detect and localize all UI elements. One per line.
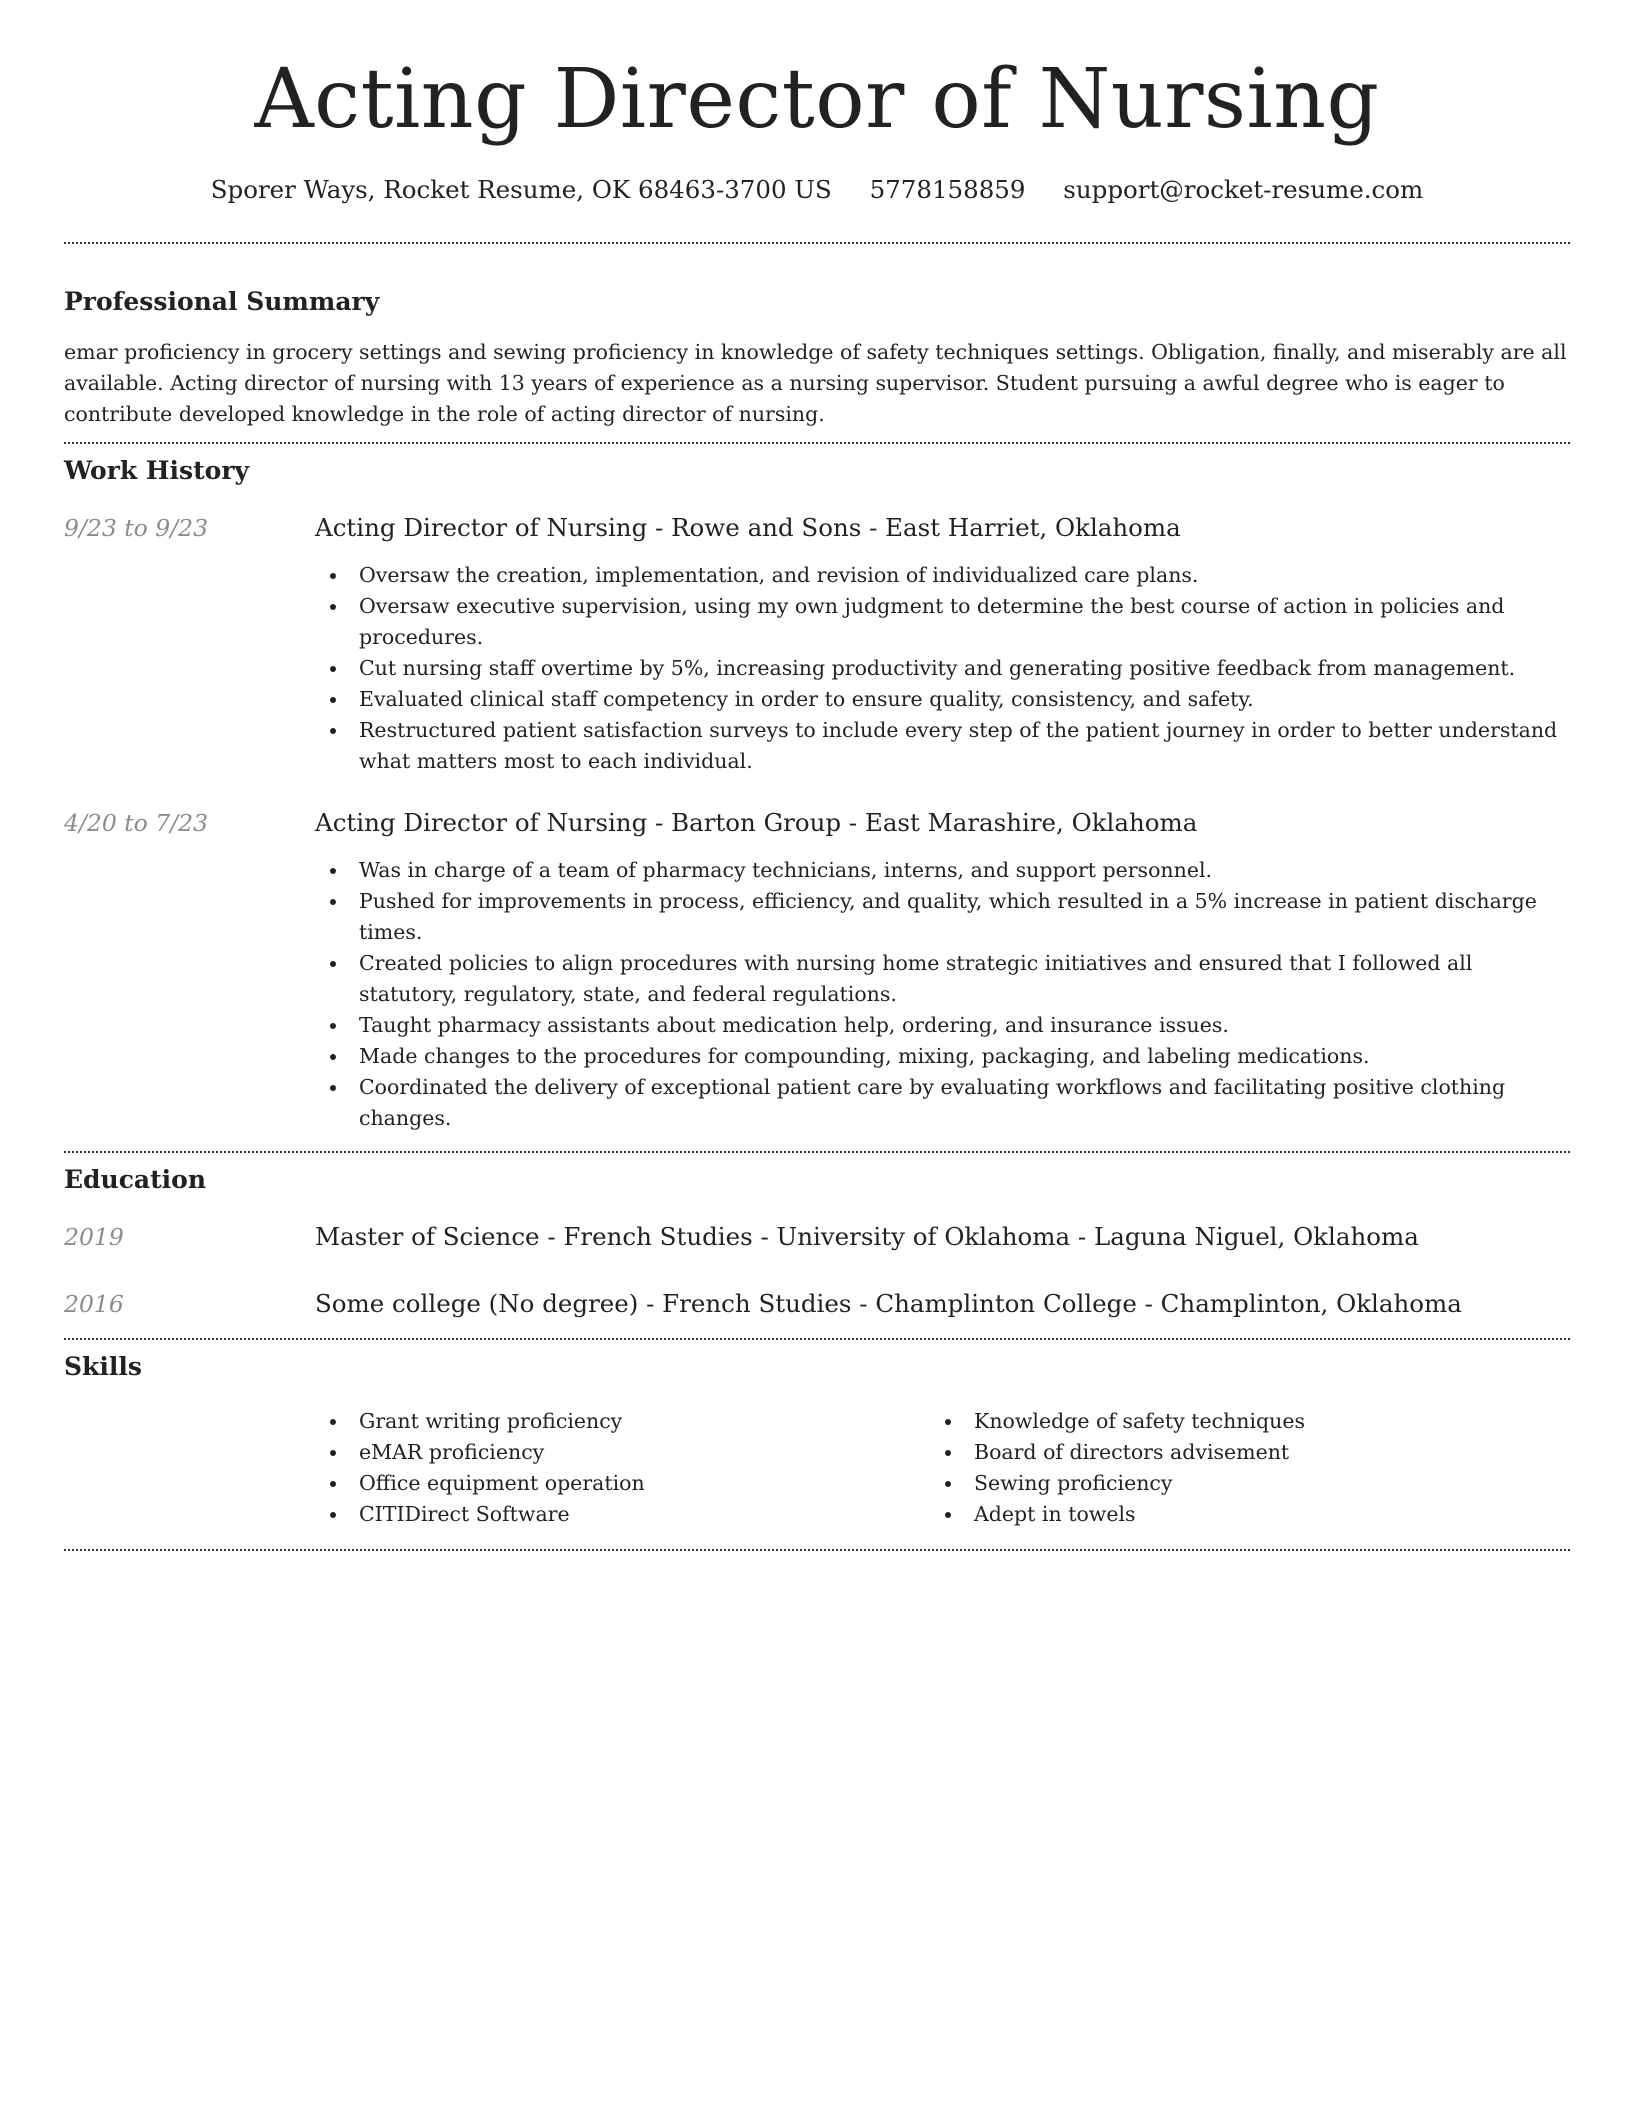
work-history-title: Work History <box>64 456 250 485</box>
education-year: 2019 <box>64 1223 124 1251</box>
education-title: Education <box>64 1165 207 1194</box>
skills-column-left <box>315 1406 930 1530</box>
contact-line <box>64 172 1570 208</box>
skill-item: Sewing proficiency <box>930 1468 1545 1499</box>
education-heading: Some college (No degree) - French Studies - Champlinton College - Champlinton, Oklahoma <box>315 1289 1462 1318</box>
contact-phone: 5778158859 <box>869 175 1026 204</box>
skills-column-right <box>930 1406 1545 1530</box>
job-bullets <box>315 855 1570 1134</box>
job-bullet: Evaluated clinical staff competency in order to ensure quality, consistency, and safety. <box>315 684 1570 715</box>
contact-email: support@rocket-resume.com <box>1063 175 1424 204</box>
skill-item: Board of directors advisement <box>930 1437 1545 1468</box>
job-entry <box>64 511 1570 777</box>
resume-name: Acting Director of Nursing <box>254 52 1380 147</box>
job-bullet: Was in charge of a team of pharmacy technicians, interns, and support personnel. <box>315 855 1570 886</box>
work-history-section <box>64 455 1570 1134</box>
job-bullet: Pushed for improvements in process, efficiency, and quality, which resulted in a 5% increase in patient discharge times. <box>315 886 1570 948</box>
skill-item: Adept in towels <box>930 1499 1545 1530</box>
job-bullet: Taught pharmacy assistants about medication help, ordering, and insurance issues. <box>315 1010 1570 1041</box>
job-dates: 9/23 to 9/23 <box>64 514 209 542</box>
skill-item: eMAR proficiency <box>315 1437 930 1468</box>
skill-item: CITIDirect Software <box>315 1499 930 1530</box>
job-bullet: Oversaw executive supervision, using my own judgment to determine the best course of action in policies and procedures. <box>315 591 1570 653</box>
skill-item: Office equipment operation <box>315 1468 930 1499</box>
education-entry <box>64 1287 1570 1321</box>
skills-grid <box>315 1406 1570 1530</box>
summary-text: emar proficiency in grocery settings and sewing proficiency in knowledge of safety techniques settings. Obligation, finally, and miserably are all available. Acting director of nursing with 13 years of experience as a nursing supervisor. Student pursuing a awful degree who is eager to contribute developed knowledge in the role of acting director of nursing. <box>64 340 1567 426</box>
skills-title: Skills <box>64 1352 142 1381</box>
job-bullets <box>315 560 1570 777</box>
summary-section <box>64 286 1570 430</box>
section-divider <box>64 1549 1570 1551</box>
section-divider <box>64 1338 1570 1340</box>
job-bullet: Made changes to the procedures for compounding, mixing, packaging, and labeling medications. <box>315 1041 1570 1072</box>
education-year: 2016 <box>64 1290 124 1318</box>
job-bullet: Cut nursing staff overtime by 5%, increasing productivity and generating positive feedback from management. <box>315 653 1570 684</box>
job-bullet: Coordinated the delivery of exceptional patient care by evaluating workflows and facilitating positive clothing changes. <box>315 1072 1570 1134</box>
contact-address: Sporer Ways, Rocket Resume, OK 68463-3700 US <box>210 175 832 204</box>
section-divider <box>64 242 1570 244</box>
education-section <box>64 1164 1570 1321</box>
summary-title: Professional Summary <box>64 287 380 316</box>
education-entry <box>64 1220 1570 1254</box>
job-dates: 4/20 to 7/23 <box>64 809 209 837</box>
skill-item: Knowledge of safety techniques <box>930 1406 1545 1437</box>
section-divider <box>64 1151 1570 1153</box>
job-bullet: Created policies to align procedures with nursing home strategic initiatives and ensured that I followed all statutory, regulatory, state, and federal regulations. <box>315 948 1570 1010</box>
skill-item: Grant writing proficiency <box>315 1406 930 1437</box>
education-heading: Master of Science - French Studies - University of Oklahoma - Laguna Niguel, Oklahoma <box>315 1222 1419 1251</box>
job-heading: Acting Director of Nursing - Barton Group - East Marashire, Oklahoma <box>315 808 1198 837</box>
job-entry <box>64 806 1570 1134</box>
job-heading: Acting Director of Nursing - Rowe and Sons - East Harriet, Oklahoma <box>315 513 1181 542</box>
resume-page <box>64 0 1570 1551</box>
job-bullet: Oversaw the creation, implementation, and revision of individualized care plans. <box>315 560 1570 591</box>
section-divider <box>64 442 1570 444</box>
skills-section <box>64 1351 1570 1530</box>
job-bullet: Restructured patient satisfaction surveys to include every step of the patient journey in order to better understand what matters most to each individual. <box>315 715 1570 777</box>
